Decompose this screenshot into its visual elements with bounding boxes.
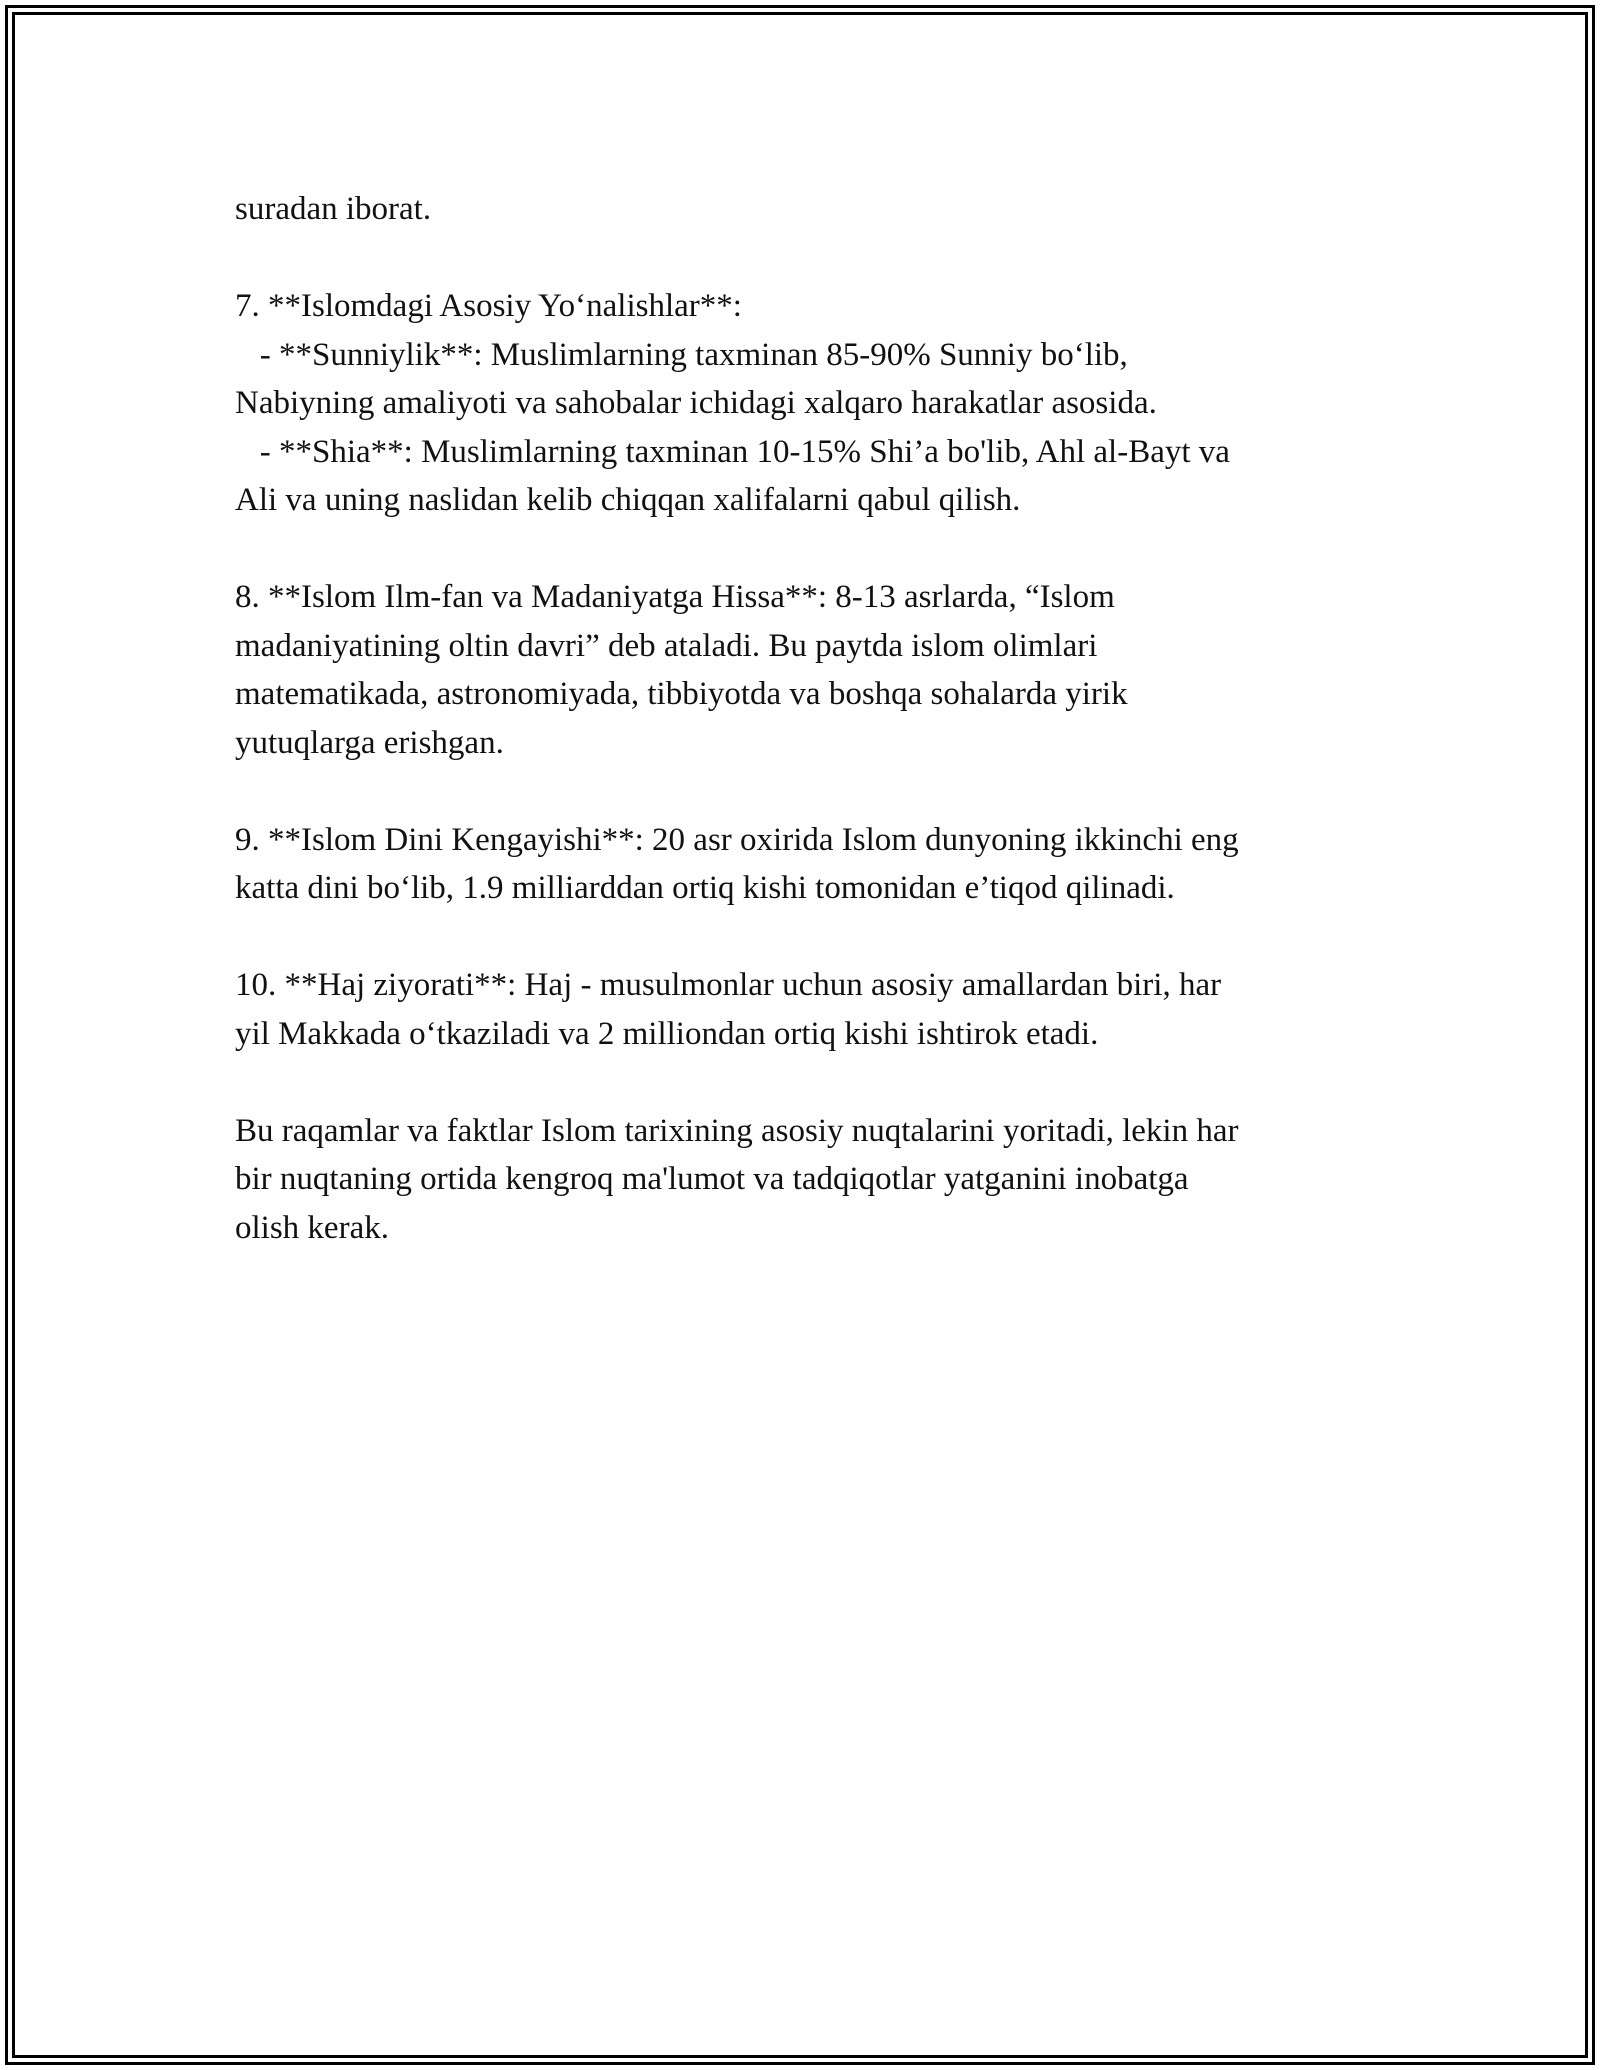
paragraph-gap (235, 234, 1365, 283)
section-9-line-2: katta dini bo‘lib, 1.9 milliarddan ortiq kishi tomonidan e’tiqod qilinadi. (235, 870, 1175, 906)
section-7-heading: 7. **Islomdagi Asosiy Yo‘nalishlar**: (235, 288, 742, 324)
conclusion-line-1: Bu raqamlar va faktlar Islom tarixining asosiy nuqtalarini yoritadi, lekin har (235, 1112, 1239, 1149)
sunni-item-line-1: - **Sunniylik**: Muslimlarning taxminan 85-90% Sunniy bo‘lib, (235, 336, 1128, 373)
section-8-line-3: matematikada, astronomiyada, tibbiyotda va boshqa sohalarda yirik (235, 676, 1128, 712)
conclusion-line-3: olish kerak. (235, 1209, 389, 1246)
shia-item-line-1: - **Shia**: Muslimlarning taxminan 10-15% Shi’a bo'lib, Ahl al-Bayt va (235, 433, 1230, 470)
section-9-line-1: 9. **Islom Dini Kengayishi**: 20 asr oxirida Islom dunyoning ikkinchi eng (235, 821, 1239, 858)
paragraph-gap (235, 767, 1365, 816)
section-10-line-2: yil Makkada o‘tkaziladi va 2 milliondan ortiq kishi ishtirok etadi. (235, 1015, 1099, 1052)
section-8-line-1: 8. **Islom Ilm-fan va Madaniyatga Hissa**: 8-13 asrlarda, “Islom (235, 579, 1115, 615)
section-8-line-4: yutuqlarga erishgan. (235, 724, 504, 761)
section-8-line-2: madaniyatining oltin davri” deb ataladi. Bu paytda islom olimlari (235, 627, 1098, 664)
document-body (235, 185, 1365, 1252)
paragraph-gap (235, 525, 1365, 574)
section-10-line-1: 10. **Haj ziyorati**: Haj - musulmonlar uchun asosiy amallardan biri, har (235, 967, 1222, 1003)
continuation-text: suradan iborat. (235, 191, 432, 227)
shia-item-line-2: Ali va uning naslidan kelib chiqqan xalifalarni qabul qilish. (235, 482, 1021, 518)
conclusion-line-2: bir nuqtaning ortida kengroq ma'lumot va tadqiqotlar yatganini inobatga (235, 1161, 1189, 1197)
paragraph-gap (235, 1058, 1365, 1107)
paragraph-gap (235, 913, 1365, 962)
sunni-item-line-2: Nabiyning amaliyoti va sahobalar ichidagi xalqaro harakatlar asosida. (235, 385, 1157, 421)
